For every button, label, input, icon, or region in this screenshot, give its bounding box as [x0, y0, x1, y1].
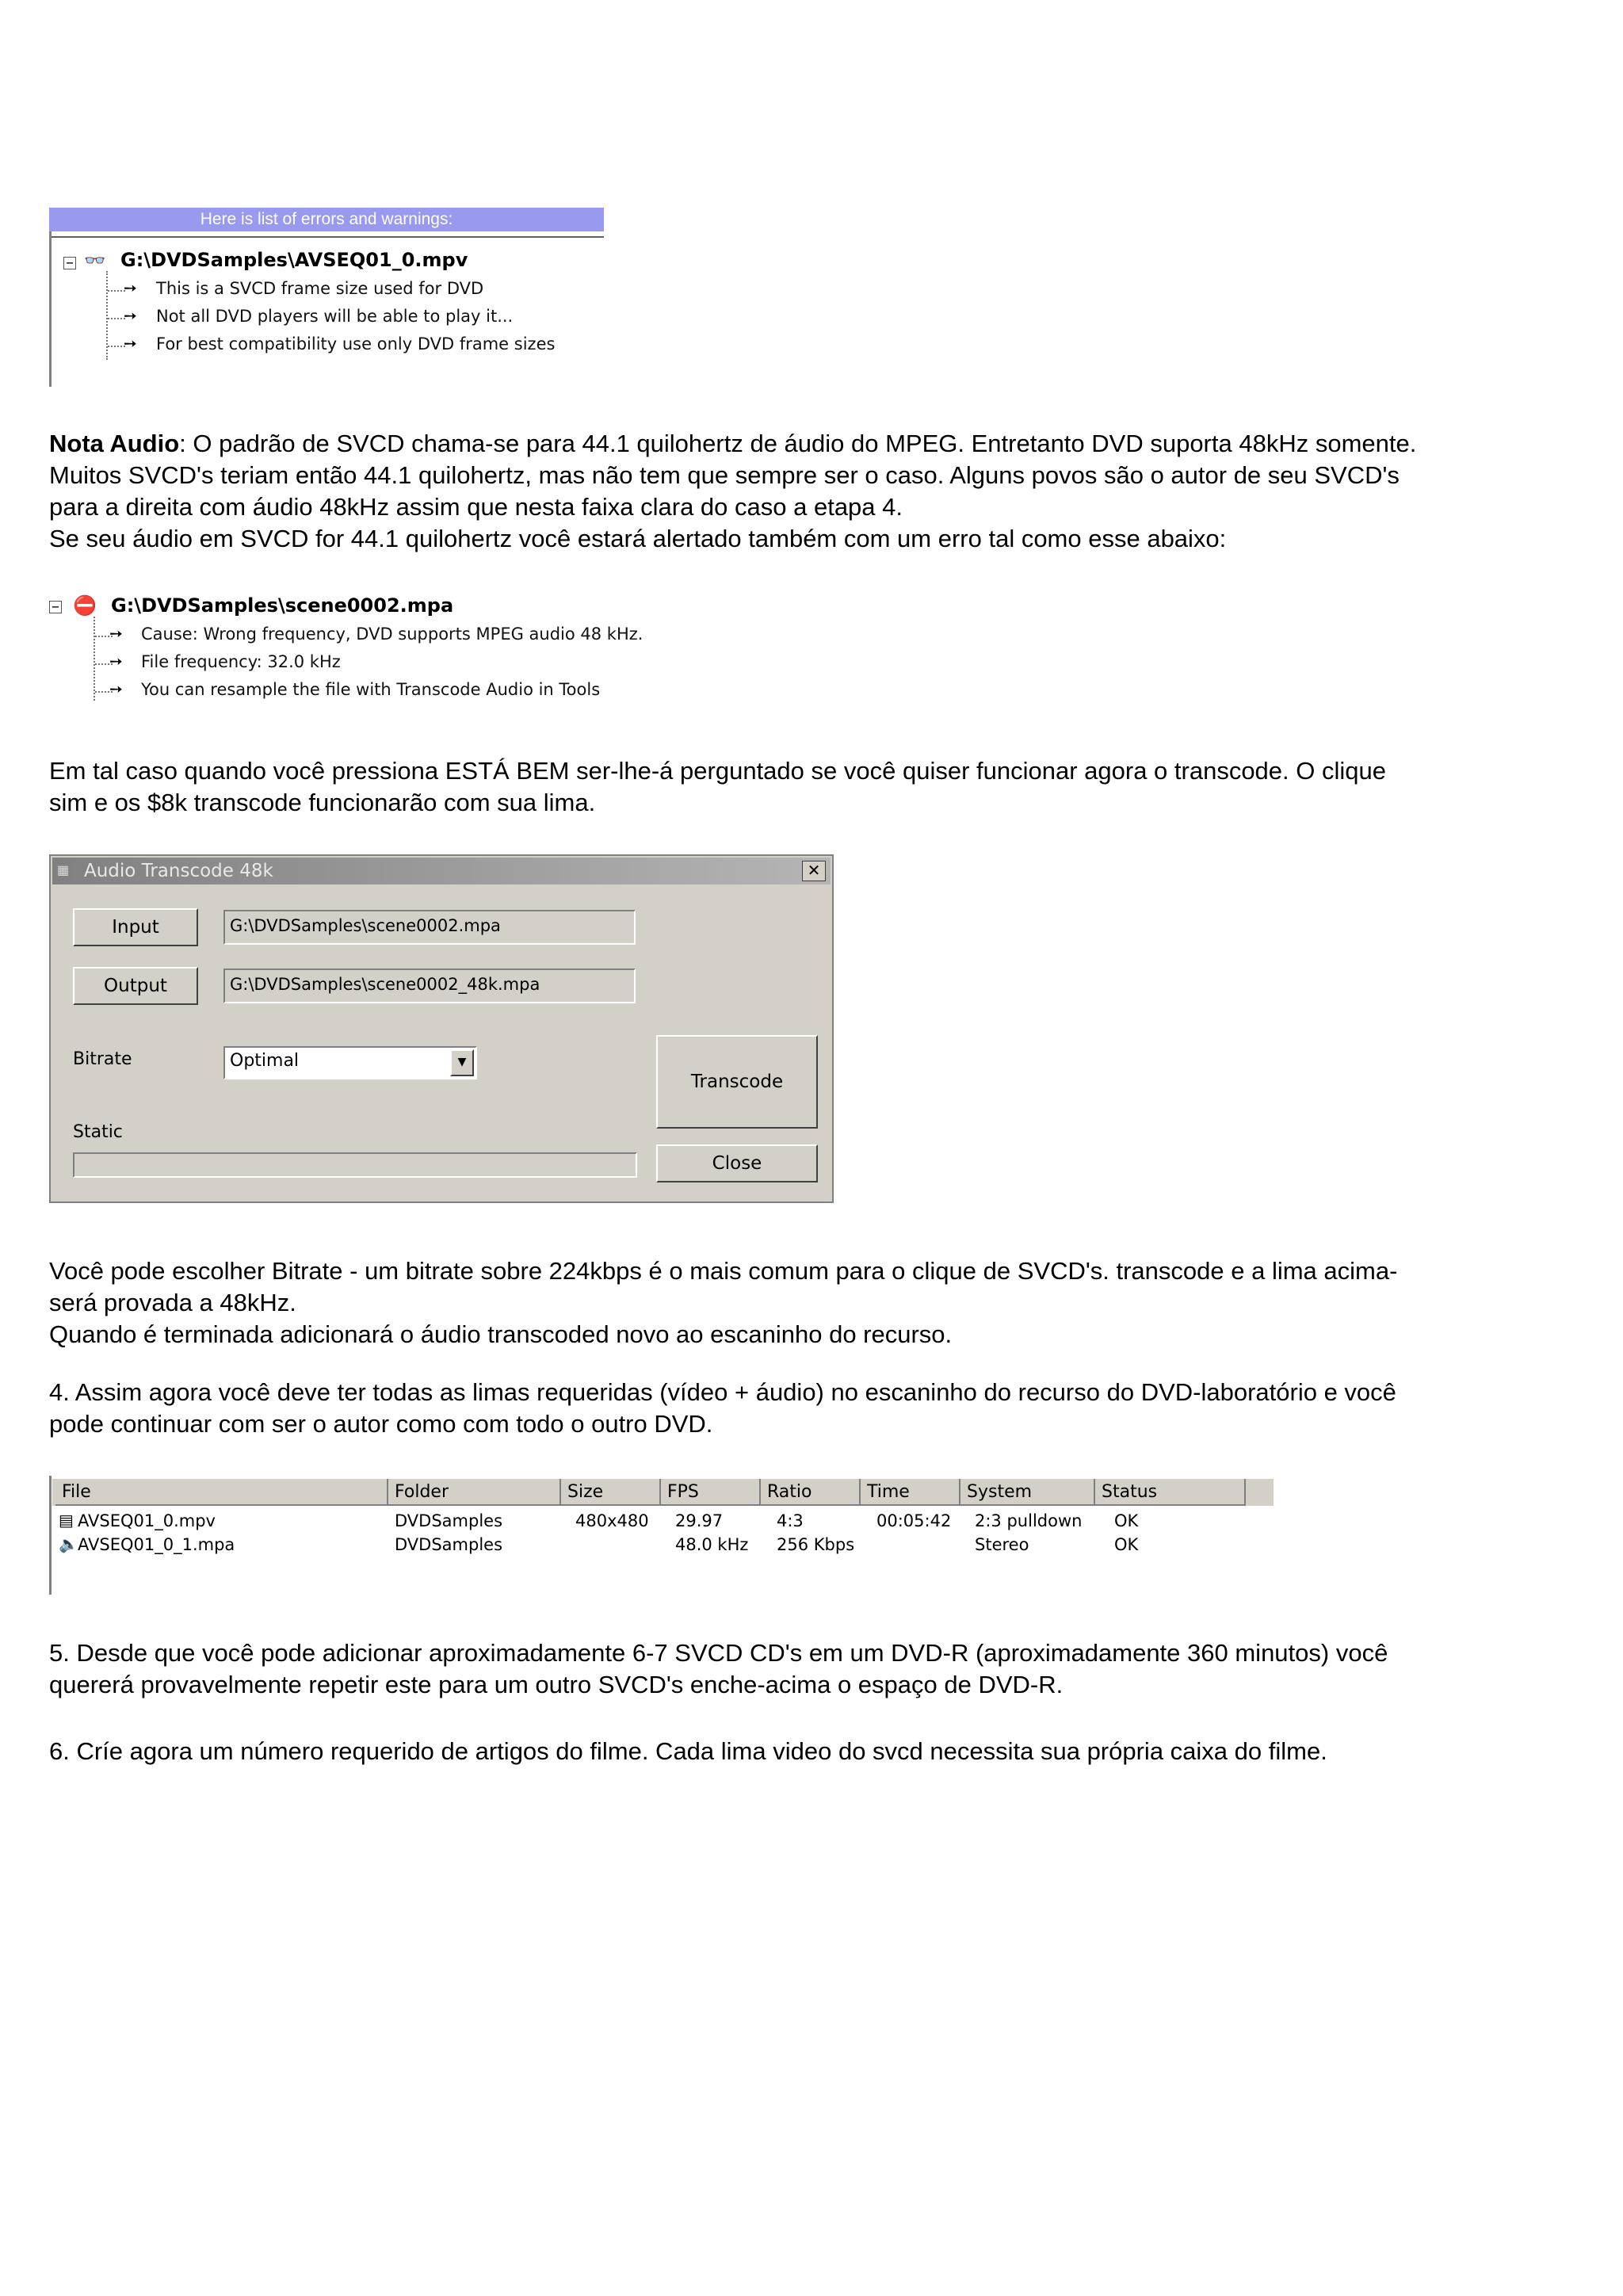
dialog-title: Audio Transcode 48k — [84, 861, 273, 881]
errors-header: Here is list of errors and warnings: — [49, 208, 604, 231]
text-line: sim e os $8k transcode funcionarão com sua lima. — [49, 789, 596, 816]
paragraph-transcode-prompt — [49, 755, 1602, 819]
app-icon: ▦ — [57, 864, 70, 877]
table-row[interactable] — [49, 1533, 1274, 1557]
column-header-time[interactable]: Time — [861, 1479, 960, 1506]
input-button[interactable]: Input — [73, 908, 198, 946]
tree-message: File frequency: 32.0 kHz — [141, 652, 341, 671]
note-audio-bold: Nota Audio — [49, 430, 180, 457]
arrow-right-icon: ➙ — [109, 625, 123, 643]
errors-panel — [49, 204, 604, 387]
error-icon: ⛔ — [73, 595, 97, 617]
column-header-folder[interactable]: Folder — [388, 1479, 561, 1506]
cell-size: 480x480 — [575, 1511, 649, 1530]
column-header-fps[interactable]: FPS — [661, 1479, 761, 1506]
table-header — [52, 1479, 1274, 1506]
transcode-button[interactable]: Transcode — [656, 1035, 818, 1129]
input-path-field[interactable]: G:\DVDSamples\scene0002.mpa — [223, 910, 636, 945]
bitrate-label: Bitrate — [73, 1049, 132, 1069]
text-line: Muitos SVCD's teriam então 44.1 quilohertz, mas não tem que sempre ser o caso. Alguns povos são o autor de seu SVCD's — [49, 461, 1400, 489]
output-button[interactable]: Output — [73, 967, 198, 1005]
text-line: pode continuar com ser o autor como com todo o outro DVD. — [49, 1410, 713, 1438]
tree-line — [94, 617, 95, 701]
audio-transcode-dialog — [49, 854, 834, 1203]
column-header-system[interactable]: System — [960, 1479, 1095, 1506]
cell-file: AVSEQ01_0.mpv — [78, 1511, 216, 1530]
tree-line — [108, 318, 125, 319]
tree-line — [108, 346, 125, 347]
text-line: quererá provavelmente repetir este para um outro SVCD's enche-acima o espaço de DVD-R. — [49, 1671, 1064, 1698]
progress-bar — [73, 1152, 637, 1178]
glasses-icon: 👓 — [84, 250, 106, 270]
column-header-status[interactable]: Status — [1095, 1479, 1246, 1506]
chevron-down-icon[interactable]: ▼ — [450, 1049, 474, 1076]
collapse-icon[interactable]: − — [63, 257, 76, 269]
text-line: : O padrão de SVCD chama-se para 44.1 quilohertz de áudio do MPEG. Entretanto DVD suporta 48kHz somente. — [179, 430, 1417, 457]
errors-panel-audio — [49, 586, 651, 705]
tree-line — [108, 290, 125, 292]
resource-file-table — [49, 1476, 1274, 1595]
cell-system: 2:3 pulldown — [975, 1511, 1083, 1530]
static-label: Static — [73, 1122, 123, 1142]
cell-system: Stereo — [975, 1535, 1029, 1554]
text-line: 4. Assim agora você deve ter todas as limas requeridas (vídeo + áudio) no escaninho do recurso do DVD-laboratório e você — [49, 1378, 1396, 1406]
bitrate-select[interactable] — [223, 1046, 477, 1079]
tree-message: Cause: Wrong frequency, DVD supports MPEG audio 48 kHz. — [141, 625, 643, 644]
cell-fps: 48.0 kHz — [675, 1535, 749, 1554]
column-header-ratio[interactable]: Ratio — [761, 1479, 861, 1506]
bitrate-selected-value: Optimal — [230, 1051, 300, 1071]
paragraph-step-6 — [49, 1736, 1602, 1767]
dialog-titlebar[interactable] — [52, 858, 831, 884]
arrow-right-icon: ➙ — [109, 681, 123, 698]
paragraph-audio-note — [49, 428, 1602, 555]
tree-message: For best compatibility use only DVD frame sizes — [156, 334, 556, 353]
collapse-icon[interactable]: − — [49, 601, 62, 613]
paragraph-step-5 — [49, 1637, 1602, 1701]
paragraph-step-4 — [49, 1377, 1602, 1440]
video-file-icon: ▤ — [59, 1512, 74, 1530]
errors-header-divider — [49, 236, 604, 238]
tree-root-file[interactable]: G:\DVDSamples\AVSEQ01_0.mpv — [120, 249, 468, 271]
text-line: para a direita com áudio 48kHz assim que nesta faixa clara do caso a etapa 4. — [49, 493, 903, 521]
output-path-field[interactable]: G:\DVDSamples\scene0002_48k.mpa — [223, 968, 636, 1003]
arrow-right-icon: ➙ — [124, 335, 137, 353]
cell-time: 00:05:42 — [876, 1511, 952, 1530]
text-line: será provada a 48kHz. — [49, 1289, 296, 1316]
tree-root-file[interactable]: G:\DVDSamples\scene0002.mpa — [111, 594, 454, 617]
column-header-size[interactable]: Size — [561, 1479, 661, 1506]
table-row[interactable] — [49, 1509, 1274, 1533]
text-line: 6. Críe agora um número requerido de artigos do filme. Cada lima video do svcd necessita sua própria caixa do filme. — [49, 1737, 1327, 1765]
text-line: Quando é terminada adicionará o áudio transcoded novo ao escaninho do recurso. — [49, 1320, 953, 1348]
text-line: Se seu áudio em SVCD for 44.1 quilohertz você estará alertado também com um erro tal como esse abaixo: — [49, 525, 1227, 552]
cell-status: OK — [1114, 1511, 1139, 1530]
tree-message: Not all DVD players will be able to play it... — [156, 307, 514, 326]
tree-message: This is a SVCD frame size used for DVD — [156, 279, 484, 298]
cell-folder: DVDSamples — [395, 1511, 503, 1530]
column-header-file[interactable]: File — [55, 1479, 388, 1506]
tree-message: You can resample the file with Transcode Audio in Tools — [141, 680, 601, 699]
text-line: Em tal caso quando você pressiona ESTÁ BEM ser-lhe-á perguntado se você quiser funcionar agora o transcode. O clique — [49, 757, 1386, 785]
cell-folder: DVDSamples — [395, 1535, 503, 1554]
cell-ratio: 256 Kbps — [777, 1535, 855, 1554]
close-button[interactable]: Close — [656, 1144, 818, 1182]
errors-panel-border — [49, 231, 52, 387]
arrow-right-icon: ➙ — [124, 308, 137, 325]
cell-status: OK — [1114, 1535, 1139, 1554]
arrow-right-icon: ➙ — [109, 653, 123, 670]
cell-file: AVSEQ01_0_1.mpa — [78, 1535, 235, 1554]
arrow-right-icon: ➙ — [124, 280, 137, 297]
text-line: Você pode escolher Bitrate - um bitrate sobre 224kbps é o mais comum para o clique de SVCD's. transcode e a lima acima- — [49, 1257, 1398, 1285]
paragraph-bitrate — [49, 1255, 1602, 1350]
close-icon[interactable]: ✕ — [802, 861, 826, 881]
audio-file-icon: 🔈 — [59, 1536, 78, 1553]
cell-fps: 29.97 — [675, 1511, 724, 1530]
cell-ratio: 4:3 — [777, 1511, 804, 1530]
text-line: 5. Desde que você pode adicionar aproximadamente 6-7 SVCD CD's em um DVD-R (aproximadamente 360 minutos) você — [49, 1639, 1388, 1667]
